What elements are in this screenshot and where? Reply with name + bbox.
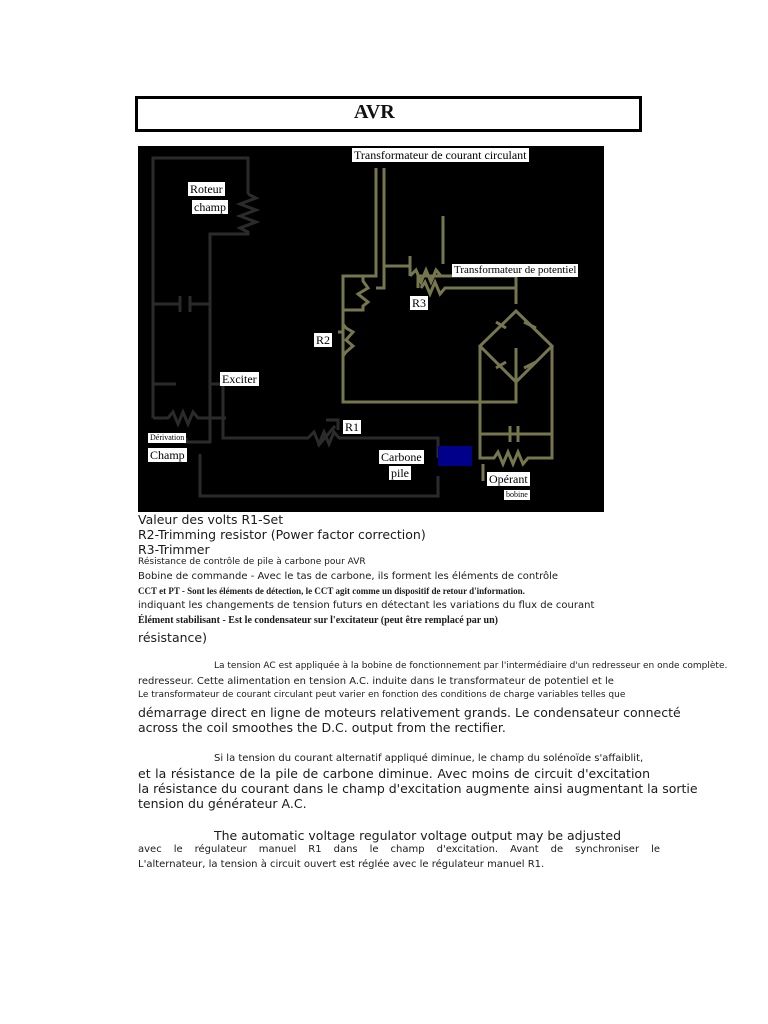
text-line: la résistance du courant dans le champ d'excitation augmente ainsi augmentant la sortie: [138, 781, 698, 796]
text-line: démarrage direct en ligne de moteurs relativement grands. Le condensateur connecté: [138, 705, 681, 720]
text-line: R3-Trimmer: [138, 542, 210, 557]
label-rotor-1: Roteur: [190, 182, 223, 196]
text-line: Élément stabilisant - Est le condensateur sur l'excitateur (peut être remplacé par un): [138, 615, 498, 626]
text-line: The automatic voltage regulator voltage output may be adjusted: [214, 828, 622, 843]
label-champ: Champ: [150, 448, 185, 462]
label-derivation: Dérivation: [150, 433, 185, 442]
text-line: La tension AC est appliquée à la bobine de fonctionnement par l'intermédiaire d'un redresseur en onde complète.: [214, 661, 728, 671]
label-r3: R3: [412, 296, 427, 310]
text-line: R2-Trimming resistor (Power factor correction): [138, 527, 426, 542]
text-line: L'alternateur, la tension à circuit ouvert est réglée avec le régulateur manuel R1.: [138, 859, 545, 870]
text-line: tension du générateur A.C.: [138, 796, 307, 811]
text-line: Si la tension du courant alternatif appliqué diminue, le champ du solénoïde s'affaiblit,: [214, 753, 644, 764]
title-box: [135, 96, 642, 132]
text-line: across the coil smoothes the D.C. output from the rectifier.: [138, 720, 506, 735]
text-line: avec le régulateur manuel R1 dans le champ d'excitation. Avant de synchroniser le: [138, 844, 660, 855]
text-line: CCT et PT - Sont les éléments de détection, le CCT agit comme un dispositif de retour d'information.: [138, 586, 525, 596]
page-title: AVR: [354, 101, 395, 123]
label-r1: R1: [345, 420, 360, 434]
label-exciter: Exciter: [222, 372, 257, 386]
text-line: Valeur des volts R1-Set: [138, 512, 284, 527]
text-line: redresseur. Cette alimentation en tension A.C. induite dans le transformateur de potentiel et le: [138, 676, 614, 687]
text-line: indiquant les changements de tension futurs en détectant les variations du flux de courant: [138, 600, 595, 611]
label-bobine: bobine: [506, 490, 528, 499]
label-rotor-2: champ: [194, 200, 226, 214]
text-line: Le transformateur de courant circulant peut varier en fonction des conditions de charge variables telles que: [138, 690, 626, 700]
carbon-pile-block: [438, 446, 472, 466]
label-r2: R2: [316, 333, 331, 347]
text-line: et la résistance de la pile de carbone diminue. Avec moins de circuit d'excitation: [138, 766, 650, 781]
text-line: Résistance de contrôle de pile à carbone pour AVR: [138, 557, 366, 567]
label-operant: Opérant: [489, 472, 528, 486]
text-line: résistance): [138, 630, 207, 645]
text-line: Bobine de commande - Avec le tas de carbone, ils forment les éléments de contrôle: [138, 571, 559, 582]
label-pt: Transformateur de potentiel: [454, 264, 577, 276]
label-cct: Transformateur de courant circulant: [354, 148, 527, 162]
label-carbone-1: Carbone: [381, 450, 422, 464]
avr-circuit-diagram: [138, 146, 604, 512]
label-carbone-2: pile: [391, 466, 409, 480]
